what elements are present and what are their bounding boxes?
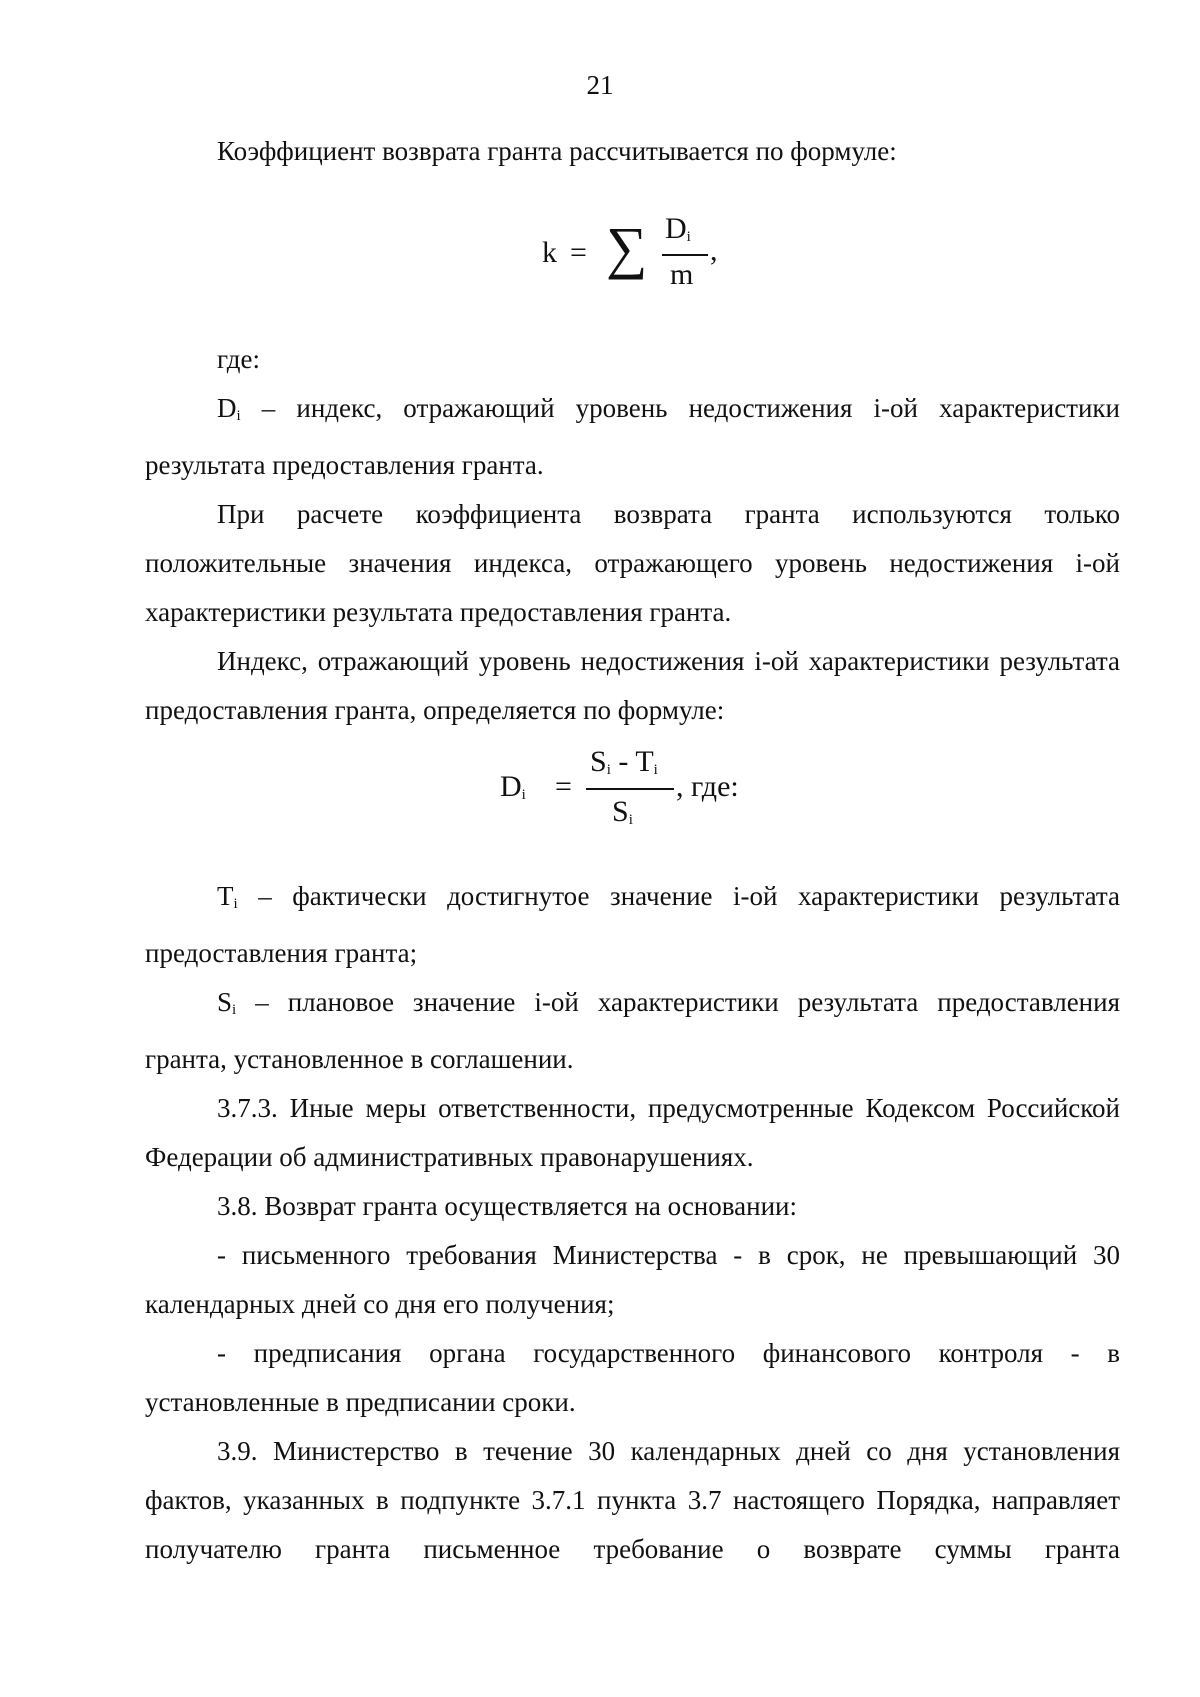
paragraph-positive-values: При расчете коэффициента возврата гранта используются только положительные значения индекса, отражающего уровень недостижения i-ой характеристики результата предоставления гранта. — [145, 499, 1120, 627]
formula-d-den-s: S — [612, 795, 629, 828]
intro-paragraph: Коэффициент возврата гранта рассчитывается по формуле: — [217, 136, 897, 166]
formula-k — [540, 210, 720, 310]
paragraph-index-formula: Индекс, отражающий уровень недостижения i-ой характеристики результата предоставления гранта, определяется по формуле: — [145, 646, 1120, 725]
formula-d-lhs — [500, 770, 526, 804]
formula-d — [500, 745, 780, 845]
ti-sub: i — [233, 896, 238, 912]
paragraph-3-8-item-b: - предписания органа государственного финансового контроля - в установленные в предписании сроки. — [145, 1338, 1120, 1417]
si-sub: i — [232, 1002, 237, 1018]
formula-k-numerator-sub: i — [686, 229, 691, 245]
si-symbol: S — [217, 987, 233, 1017]
formula-d-lhs-symbol: D — [500, 770, 522, 803]
formula-d-tail: , где: — [676, 770, 739, 803]
formula-k-sigma: ∑ — [606, 215, 648, 280]
formula-d-minus: - — [618, 745, 629, 778]
ti-definition — [145, 872, 1120, 978]
formula-d-num-s-sub: i — [606, 762, 611, 778]
paragraph-3-9: 3.9. Министерство в течение 30 календарных дней со дня установления фактов, указанных в подпункте 3.7.1 пункта 3.7 настоящего Порядка, направляет получателю гранта письменное требование о возврате суммы гранта — [145, 1436, 1120, 1564]
formula-d-lhs-sub: i — [521, 787, 526, 803]
formula-k-lhs: k — [542, 236, 557, 269]
di-definition — [145, 384, 1120, 490]
di-symbol: D — [217, 393, 237, 423]
formula-d-numerator — [590, 745, 658, 779]
formula-k-numerator-symbol: D — [665, 212, 687, 245]
paragraph-3-7-3: 3.7.3. Иные меры ответственности, предусмотренные Кодексом Российской Федерации об административных правонарушениях. — [145, 1093, 1120, 1172]
main-text-block — [145, 872, 1120, 1574]
formula-k-numerator — [665, 212, 691, 246]
si-definition — [145, 978, 1120, 1084]
formula-k-equals: = — [570, 236, 587, 269]
ti-symbol: T — [217, 881, 234, 911]
formula-d-den-sub: i — [628, 812, 633, 828]
paragraph-3-8-item-a: - письменного требования Министерства - в срок, не превышающий 30 календарных дней со дня его получения; — [145, 1240, 1120, 1319]
formula-k-fraction-bar — [662, 254, 708, 256]
intro-block — [145, 127, 1120, 176]
formula-d-num-t-sub: i — [653, 762, 658, 778]
formula-k-denominator: m — [670, 258, 694, 291]
formula-d-denominator — [612, 795, 633, 829]
formula-d-equals: = — [555, 770, 572, 803]
si-definition-text: – плановое значение i-ой характеристики результата предоставления гранта, установленное в соглашении. — [145, 987, 1120, 1074]
di-sub: i — [236, 408, 241, 424]
where-label: где: — [217, 344, 260, 374]
di-definition-text: – индекс, отражающий уровень недостижения i-ой характеристики результата предоставления гранта. — [145, 393, 1120, 480]
page-number: 21 — [586, 70, 614, 100]
formula-d-fraction-bar — [586, 788, 674, 790]
ti-definition-text: – фактически достигнутое значение i-ой характеристики результата предоставления гранта; — [145, 881, 1120, 968]
definitions-block — [145, 335, 1120, 735]
formula-d-num-s: S — [590, 745, 607, 778]
formula-k-comma: , — [710, 234, 718, 267]
paragraph-3-8: 3.8. Возврат гранта осуществляется на основании: — [217, 1191, 797, 1221]
formula-d-num-t: T — [635, 745, 654, 778]
